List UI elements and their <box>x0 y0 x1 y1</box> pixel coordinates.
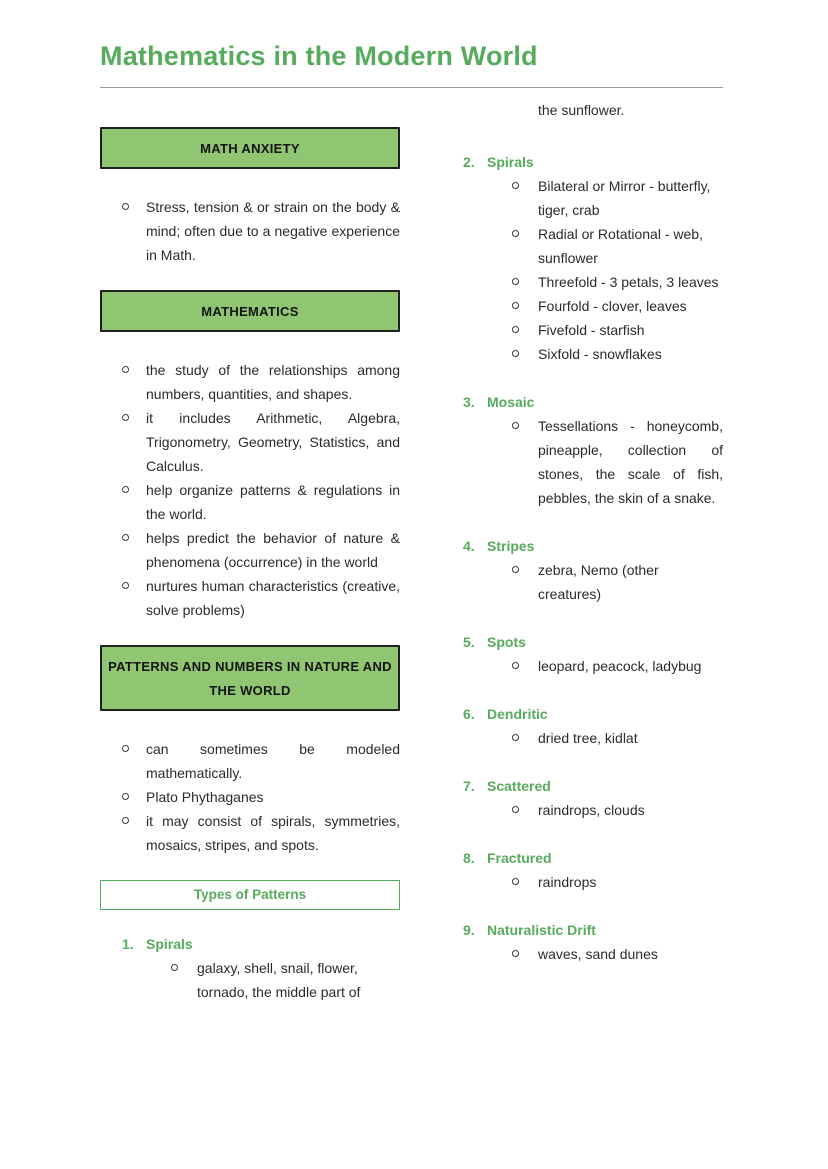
types-of-patterns-box <box>100 880 400 910</box>
sub-bullet-list <box>122 956 400 1004</box>
continuation-text: the sunflower. <box>538 102 625 118</box>
sub-bullet-list <box>463 174 723 366</box>
circle-bullet-icon <box>512 422 519 429</box>
circle-bullet-icon <box>512 566 519 573</box>
sub-bullet-item <box>512 726 723 750</box>
sub-bullet-item <box>512 222 723 270</box>
section-heading-box <box>100 645 400 711</box>
circle-bullet-icon <box>122 486 129 493</box>
numbered-item-heading <box>122 932 400 956</box>
bullet-item <box>122 358 400 406</box>
circle-bullet-icon <box>512 806 519 813</box>
item-number: 1. <box>122 936 134 952</box>
sub-bullet-text: raindrops <box>538 874 597 890</box>
bullet-text: nurtures human characteristics (creative, solve problems) <box>146 578 400 618</box>
numbered-item-heading <box>463 846 723 870</box>
circle-bullet-icon <box>122 793 129 800</box>
types-of-patterns-label: Types of Patterns <box>193 887 307 902</box>
sub-bullet-text: raindrops, clouds <box>538 802 645 818</box>
sub-bullet-item <box>512 270 723 294</box>
circle-bullet-icon <box>512 662 519 669</box>
circle-bullet-icon <box>512 734 519 741</box>
sub-bullet-text: Bilateral or Mirror - butterfly, tiger, crab <box>538 178 711 218</box>
content-columns <box>100 98 723 1004</box>
numbered-list <box>463 150 723 966</box>
sub-bullet-text: leopard, peacock, ladybug <box>538 658 702 674</box>
sub-bullet-item <box>512 174 723 222</box>
numbered-item-heading <box>463 534 723 558</box>
item-label: Mosaic <box>487 394 535 410</box>
numbered-item <box>463 774 723 822</box>
item-label: Stripes <box>487 538 535 554</box>
sub-bullet-list <box>463 798 723 822</box>
circle-bullet-icon <box>122 534 129 541</box>
section-list <box>100 127 400 857</box>
numbered-item-heading <box>463 150 723 174</box>
numbered-item-heading <box>463 918 723 942</box>
item-number: 2. <box>463 154 475 170</box>
numbered-list <box>100 932 400 1004</box>
bullet-list <box>100 737 400 857</box>
section-heading: MATHEMATICS <box>201 304 299 319</box>
numbered-item <box>463 630 723 678</box>
section-heading: PATTERNS AND NUMBERS IN NATURE AND THE WORLD <box>108 659 392 698</box>
numbered-item <box>463 702 723 750</box>
sub-bullet-list <box>463 558 723 606</box>
bullet-text: Stress, tension & or strain on the body & mind; often due to a negative experience in Math. <box>146 199 400 263</box>
bullet-text: the study of the relationships among numbers, quantities, and shapes. <box>146 362 400 402</box>
right-column <box>463 98 723 1004</box>
item-number: 5. <box>463 634 475 650</box>
circle-bullet-icon <box>512 230 519 237</box>
sub-bullet-text: zebra, Nemo (other creatures) <box>538 562 659 602</box>
section-heading: MATH ANXIETY <box>200 141 300 156</box>
item-label: Fractured <box>487 850 552 866</box>
sub-bullet-text: Fivefold - starfish <box>538 322 645 338</box>
sub-bullet-item <box>512 558 723 606</box>
sub-bullet-item <box>512 870 723 894</box>
section-heading-box <box>100 127 400 169</box>
item-number: 9. <box>463 922 475 938</box>
circle-bullet-icon <box>512 950 519 957</box>
numbered-item <box>463 150 723 366</box>
left-column <box>100 98 400 1004</box>
section <box>100 127 400 267</box>
bullet-item <box>122 809 400 857</box>
numbered-item <box>463 534 723 606</box>
sub-bullet-text: Radial or Rotational - web, sunflower <box>538 226 703 266</box>
numbered-item <box>463 846 723 894</box>
sub-bullet-item <box>512 798 723 822</box>
item-label: Spots <box>487 634 526 650</box>
circle-bullet-icon <box>512 326 519 333</box>
sub-bullet-item <box>512 342 723 366</box>
sub-bullet-list <box>463 870 723 894</box>
numbered-item-heading <box>463 702 723 726</box>
bullet-text: it may consist of spirals, symmetries, mosaics, stripes, and spots. <box>146 813 400 853</box>
sub-bullet-text: Tessellations - honeycomb, pineapple, collection of stones, the scale of fish, pebbles, the skin of a snake. <box>538 418 723 506</box>
bullet-text: Plato Phythaganes <box>146 789 264 805</box>
bullet-item <box>122 406 400 478</box>
section <box>100 290 400 622</box>
bullet-item <box>122 195 400 267</box>
item-label: Spirals <box>487 154 534 170</box>
numbered-item-heading <box>463 630 723 654</box>
numbered-item-heading <box>463 390 723 414</box>
sub-bullet-list <box>463 942 723 966</box>
bullet-item <box>122 737 400 785</box>
item-number: 3. <box>463 394 475 410</box>
sub-bullet-text: Threefold - 3 petals, 3 leaves <box>538 274 719 290</box>
circle-bullet-icon <box>512 878 519 885</box>
item-label: Dendritic <box>487 706 548 722</box>
sub-bullet-list <box>463 726 723 750</box>
sub-bullet-text: Fourfold - clover, leaves <box>538 298 687 314</box>
circle-bullet-icon <box>122 414 129 421</box>
sub-bullet-item <box>512 294 723 318</box>
section-heading-box <box>100 290 400 332</box>
sub-bullet-text: Sixfold - snowflakes <box>538 346 662 362</box>
item-number: 4. <box>463 538 475 554</box>
circle-bullet-icon <box>512 182 519 189</box>
sub-bullet-item <box>512 942 723 966</box>
bullet-item <box>122 526 400 574</box>
circle-bullet-icon <box>122 582 129 589</box>
circle-bullet-icon <box>122 745 129 752</box>
item-label: Naturalistic Drift <box>487 922 596 938</box>
sub-bullet-item <box>512 414 723 510</box>
bullet-text: can sometimes be modeled mathematically. <box>146 741 400 781</box>
sub-bullet-list <box>463 414 723 510</box>
page-title: Mathematics in the Modern World <box>100 41 538 71</box>
bullet-item <box>122 785 400 809</box>
sub-bullet-text: dried tree, kidlat <box>538 730 638 746</box>
circle-bullet-icon <box>122 203 129 210</box>
bullet-text: helps predict the behavior of nature & phenomena (occurrence) in the world <box>146 530 400 570</box>
item-label: Spirals <box>146 936 193 952</box>
circle-bullet-icon <box>122 817 129 824</box>
bullet-text: help organize patterns & regulations in the world. <box>146 482 400 522</box>
numbered-item <box>463 918 723 966</box>
item-label: Scattered <box>487 778 551 794</box>
circle-bullet-icon <box>512 350 519 357</box>
sub-bullet-item <box>512 654 723 678</box>
sub-bullet-item <box>512 318 723 342</box>
circle-bullet-icon <box>512 278 519 285</box>
circle-bullet-icon <box>512 302 519 309</box>
sub-bullet-text: galaxy, shell, snail, flower, tornado, the middle part of <box>197 960 361 1000</box>
circle-bullet-icon <box>171 964 178 971</box>
item-number: 7. <box>463 778 475 794</box>
numbered-item <box>122 932 400 1004</box>
bullet-item <box>122 478 400 526</box>
item-number: 8. <box>463 850 475 866</box>
item-number: 6. <box>463 706 475 722</box>
section <box>100 645 400 857</box>
bullet-text: it includes Arithmetic, Algebra, Trigonometry, Geometry, Statistics, and Calculus. <box>146 410 400 474</box>
sub-bullet-item <box>171 956 400 1004</box>
numbered-item <box>463 390 723 510</box>
circle-bullet-icon <box>122 366 129 373</box>
bullet-item <box>122 574 400 622</box>
sub-bullet-text: waves, sand dunes <box>538 946 658 962</box>
bullet-list <box>100 358 400 622</box>
numbered-item-heading <box>463 774 723 798</box>
bullet-list <box>100 195 400 267</box>
title-divider <box>100 87 723 88</box>
sub-bullet-list <box>463 654 723 678</box>
